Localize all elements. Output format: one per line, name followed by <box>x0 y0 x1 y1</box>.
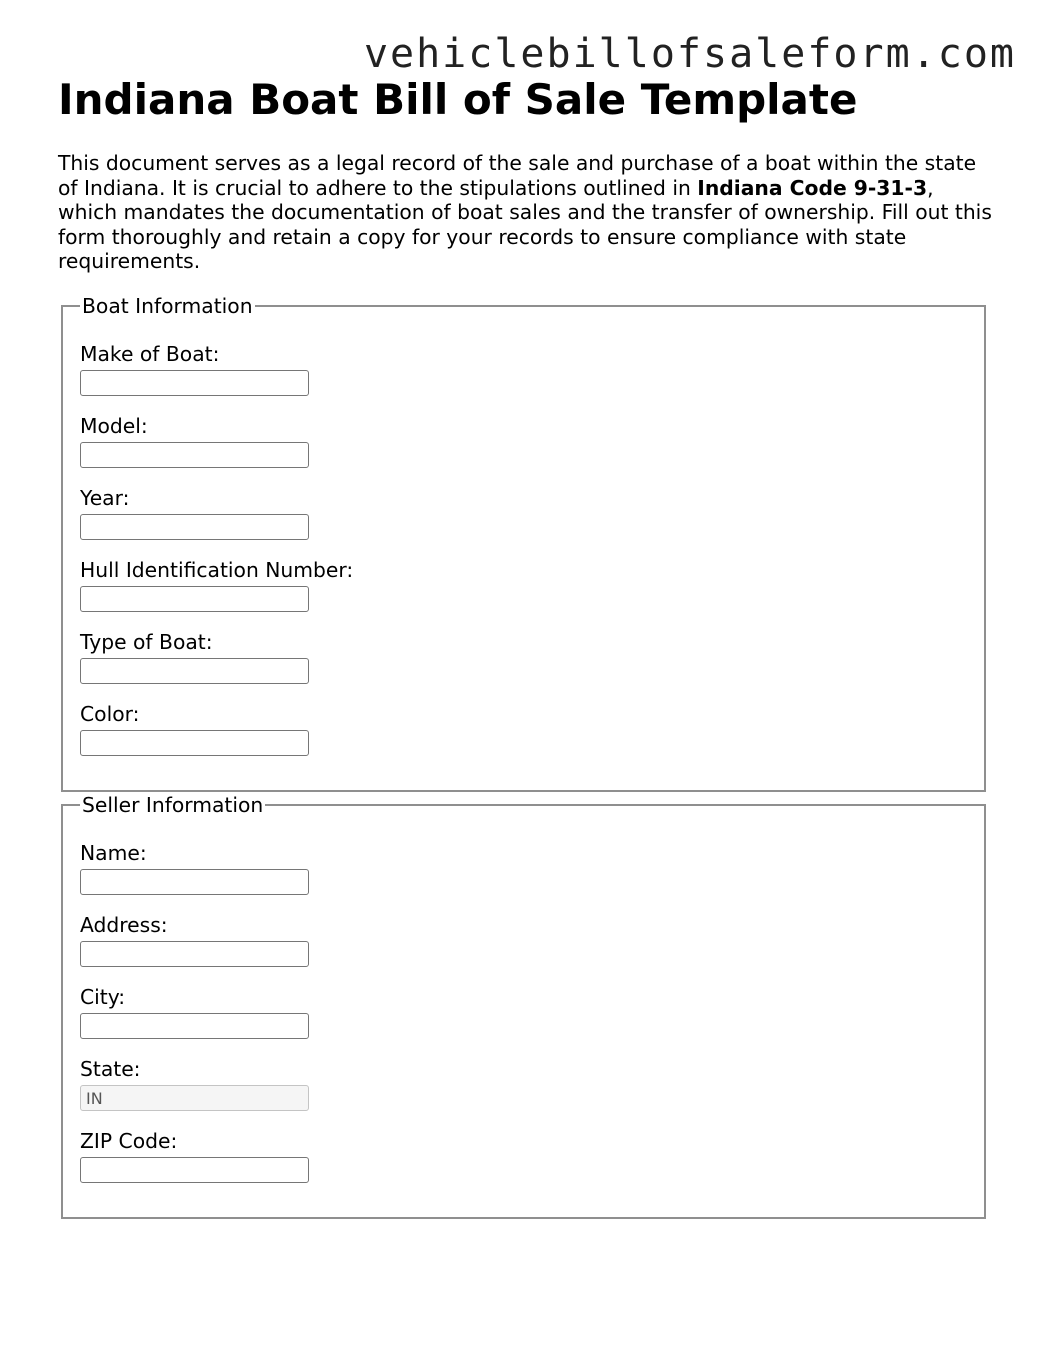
model-field <box>80 414 984 468</box>
color-label: Color: <box>80 702 140 726</box>
boat-type-field <box>80 630 984 684</box>
seller-name-input[interactable] <box>80 869 309 895</box>
make-field <box>80 342 984 396</box>
page-title: Indiana Boat Bill of Sale Template <box>58 75 858 124</box>
seller-information-section <box>61 793 986 1219</box>
model-label: Model: <box>80 414 148 438</box>
seller-zip-label: ZIP Code: <box>80 1129 178 1153</box>
seller-state-input <box>80 1085 309 1111</box>
year-label: Year: <box>80 486 130 510</box>
seller-address-field <box>80 913 984 967</box>
year-input[interactable] <box>80 514 309 540</box>
intro-text-end: , which mandates the documentation of boat sales and the transfer of ownership. Fill out this form thoroughly and retain a copy for your records to ensure compliance with state requirements. <box>58 175 992 273</box>
boat-information-legend: Boat Information <box>82 294 253 318</box>
intro-code-reference: Indiana Code 9-31-3 <box>697 175 928 200</box>
hin-input[interactable] <box>80 586 309 612</box>
seller-city-field <box>80 985 984 1039</box>
boat-type-input[interactable] <box>80 658 309 684</box>
seller-address-input[interactable] <box>80 941 309 967</box>
color-field <box>80 702 984 756</box>
make-label: Make of Boat: <box>80 342 220 366</box>
intro-paragraph <box>58 151 998 274</box>
seller-information-legend: Seller Information <box>82 793 264 817</box>
site-watermark: vehiclebillofsaleform.com <box>363 31 1016 77</box>
make-input[interactable] <box>80 370 309 396</box>
boat-information-section <box>61 294 986 792</box>
model-input[interactable] <box>80 442 309 468</box>
seller-state-label: State: <box>80 1057 141 1081</box>
hin-field <box>80 558 984 612</box>
color-input[interactable] <box>80 730 309 756</box>
seller-address-label: Address: <box>80 913 168 937</box>
seller-city-input[interactable] <box>80 1013 309 1039</box>
intro-text-start: This document serves as a legal record of the sale and purchase of a boat within the state of Indiana. It is crucial to adhere to the stipulations outlined in <box>58 151 977 200</box>
seller-name-field <box>80 841 984 895</box>
seller-city-label: City: <box>80 985 126 1009</box>
boat-type-label: Type of Boat: <box>80 630 213 654</box>
year-field <box>80 486 984 540</box>
hin-label: Hull Identification Number: <box>80 558 354 582</box>
seller-name-label: Name: <box>80 841 147 865</box>
seller-zip-input[interactable] <box>80 1157 309 1183</box>
seller-zip-field <box>80 1129 984 1183</box>
seller-state-field <box>80 1057 984 1111</box>
